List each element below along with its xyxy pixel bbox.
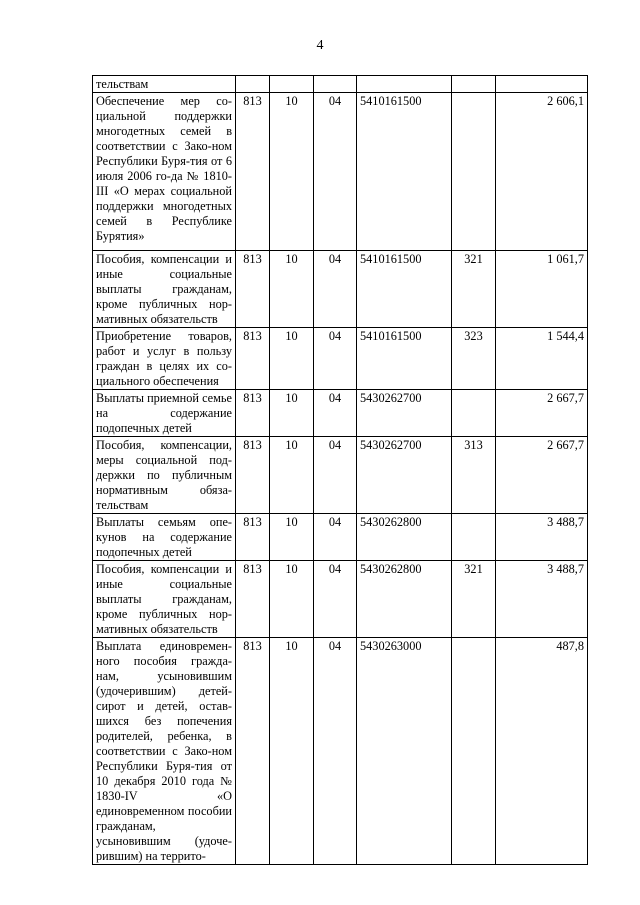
row-expense-type-cell: 321 [452,251,496,328]
row-amount-cell: 1 061,7 [496,251,588,328]
row-name-cell: Обеспечение мер со-циальной поддержки многодетных семей в соответствии с Зако-ном Республики Буря-тия от 6 июля 2006 го-да № 1810-III «О мерах социальной поддержки многодетных семей в Республике Бурятия» [93,93,236,251]
row-amount-cell: 3 488,7 [496,561,588,638]
row-name-cell: Выплата единовремен-ного пособия гражда-нам, усыновившим (удочерившим) детей-сирот и детей, остав-шихся без попечения родителей, ребенка, в соответствии с Зако-ном Республики Буря-тия от 10 декабря 2010 года № 1830-IV «О единовременном пособии гражданам, усыновившим (удоче-рившим) на террито- [93,638,236,865]
row-target-article-cell: 5430262800 [357,514,452,561]
table-row [93,328,588,390]
row-expense-type-cell [452,514,496,561]
row-section-cell: 10 [270,93,314,251]
row-subsection-cell: 04 [314,93,357,251]
row-grbs-cell: 813 [236,328,270,390]
table-row [93,638,588,865]
row-section-cell [270,76,314,93]
row-amount-cell [496,76,588,93]
row-section-cell: 10 [270,328,314,390]
row-grbs-cell: 813 [236,561,270,638]
row-grbs-cell: 813 [236,437,270,514]
row-expense-type-cell [452,93,496,251]
row-name-cell: тельствам [93,76,236,93]
row-section-cell: 10 [270,514,314,561]
row-subsection-cell: 04 [314,437,357,514]
row-grbs-cell: 813 [236,251,270,328]
row-grbs-cell: 813 [236,638,270,865]
row-section-cell: 10 [270,390,314,437]
table-row [93,514,588,561]
row-name-cell: Пособия, компенсации, меры социальной под-держки по публичным нормативным обяза-тельствам [93,437,236,514]
row-amount-cell: 2 667,7 [496,437,588,514]
row-expense-type-cell: 321 [452,561,496,638]
row-expense-type-cell [452,390,496,437]
row-subsection-cell [314,76,357,93]
row-subsection-cell: 04 [314,251,357,328]
row-section-cell: 10 [270,251,314,328]
row-grbs-cell: 813 [236,93,270,251]
table-row [93,561,588,638]
row-target-article-cell: 5430262800 [357,561,452,638]
row-subsection-cell: 04 [314,328,357,390]
row-target-article-cell: 5410161500 [357,93,452,251]
row-amount-cell: 2 606,1 [496,93,588,251]
row-amount-cell: 2 667,7 [496,390,588,437]
row-target-article-cell: 5430262700 [357,437,452,514]
row-expense-type-cell [452,638,496,865]
row-target-article-cell: 5410161500 [357,251,452,328]
row-amount-cell: 3 488,7 [496,514,588,561]
table-row [93,251,588,328]
row-name-cell: Пособия, компенсации и иные социальные выплаты гражданам, кроме публичных нор-мативных обязательств [93,251,236,328]
row-name-cell: Выплаты приемной семье на содержание подопечных детей [93,390,236,437]
row-expense-type-cell [452,76,496,93]
budget-table [92,75,588,865]
table-row [93,390,588,437]
row-name-cell: Приобретение товаров, работ и услуг в пользу граждан в целях их со-циального обеспечения [93,328,236,390]
table-row [93,437,588,514]
table-row [93,76,588,93]
row-subsection-cell: 04 [314,561,357,638]
row-target-article-cell: 5430262700 [357,390,452,437]
row-amount-cell: 1 544,4 [496,328,588,390]
row-expense-type-cell: 313 [452,437,496,514]
row-target-article-cell [357,76,452,93]
row-subsection-cell: 04 [314,514,357,561]
row-grbs-cell [236,76,270,93]
row-name-cell: Пособия, компенсации и иные социальные выплаты гражданам, кроме публичных нор-мативных обязательств [93,561,236,638]
row-amount-cell: 487,8 [496,638,588,865]
row-target-article-cell: 5410161500 [357,328,452,390]
row-grbs-cell: 813 [236,514,270,561]
row-subsection-cell: 04 [314,390,357,437]
page-number: 4 [316,38,324,53]
row-target-article-cell: 5430263000 [357,638,452,865]
row-section-cell: 10 [270,638,314,865]
table-row [93,93,588,251]
row-grbs-cell: 813 [236,390,270,437]
row-section-cell: 10 [270,561,314,638]
row-section-cell: 10 [270,437,314,514]
row-expense-type-cell: 323 [452,328,496,390]
row-name-cell: Выплаты семьям опе-кунов на содержание подопечных детей [93,514,236,561]
row-subsection-cell: 04 [314,638,357,865]
